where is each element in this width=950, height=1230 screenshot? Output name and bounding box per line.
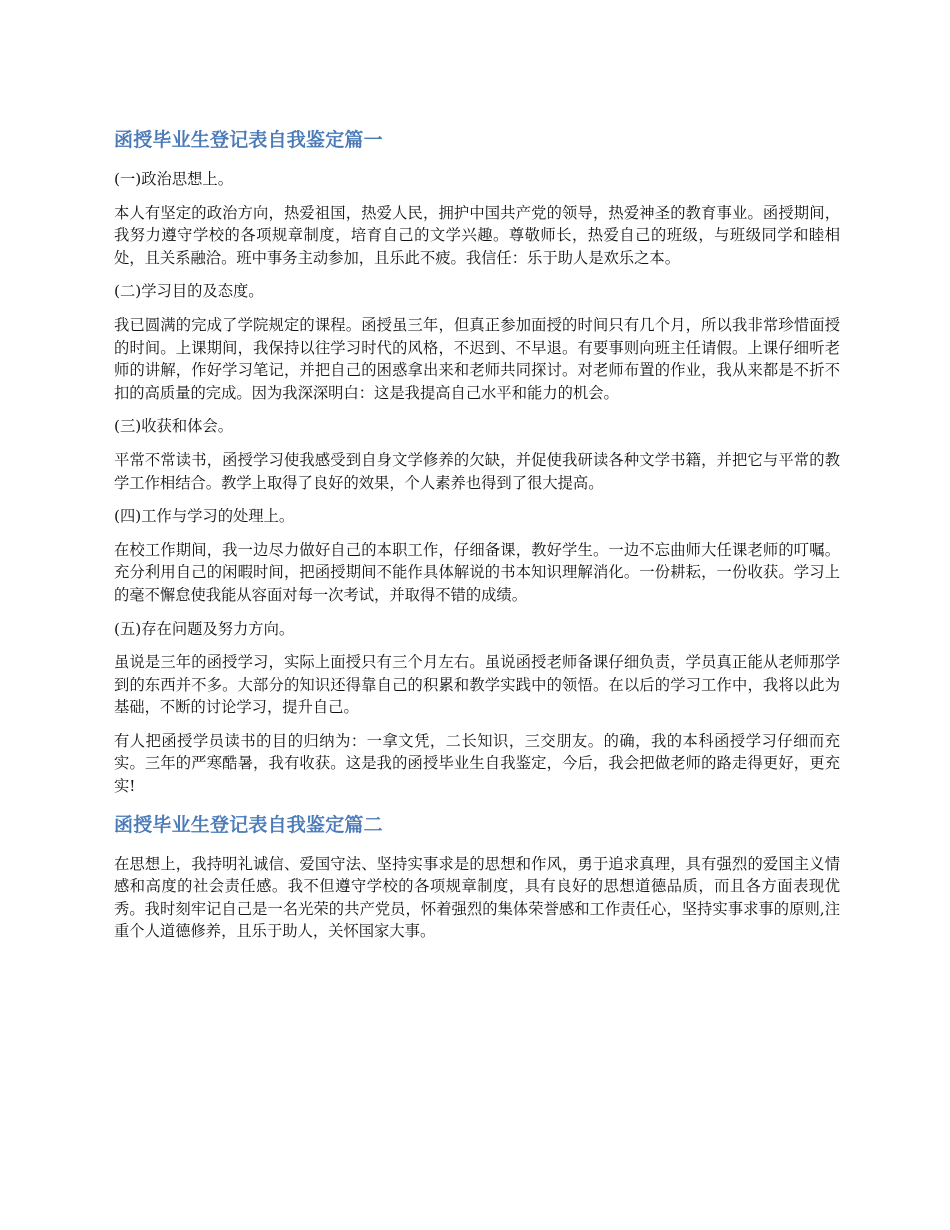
section-1-paragraph-conclusion: 有人把函授学员读书的目的归纳为：一拿文凭，二长知识，三交朋友。的确，我的本科函授学习仔细而充实。三年的严寒酷暑，我有收获。这是我的函授毕业生自我鉴定，今后，我会把做老师的路走得更好，更充实! [114,731,840,796]
section-1-subheading-problems: (五)存在问题及努力方向。 [114,619,295,638]
section-1-paragraph-study-attitude: 我已圆满的完成了学院规定的课程。函授虽三年，但真正参加面授的时间只有几个月，所以我非常珍惜面授的时间。上课期间，我保持以往学习时代的风格，不迟到、不早退。有要事则向班主任请假。上课仔细听老师的讲解，作好学习笔记，并把自己的困惑拿出来和老师共同探讨。对老师布置的作业，我从来都是不折不扣的高质量的完成。因为我深深明白：这是我提高自己水平和能力的机会。 [114,315,840,402]
section-1-paragraph-politics: 本人有坚定的政治方向，热爱祖国，热爱人民，拥护中国共产党的领导，热爱神圣的教育事业。函授期间，我努力遵守学校的各项规章制度，培育自己的文学兴趣。尊敬师长，热爱自己的班级，与班级同学和睦相处，且关系融洽。班中事务主动参加，且乐此不疲。我信任：乐于助人是欢乐之本。 [114,203,840,267]
section-2-paragraph-thought: 在思想上，我持明礼诚信、爱国守法、坚持实事求是的思想和作风，勇于追求真理，具有强烈的爱国主义情感和高度的社会责任感。我不但遵守学校的各项规章制度，具有良好的思想道德品质，而且各方面表现优秀。我时刻牢记自己是一名光荣的共产党员，怀着强烈的集体荣誉感和工作责任心，坚持实事求事的原则,注重个人道德修养，且乐于助人，关怀国家大事。 [114,854,840,941]
section-1-subheading-work-study: (四)工作与学习的处理上。 [114,507,295,526]
section-1-subheading-politics: (一)政治思想上。 [114,170,234,188]
section-1-subheading-study-attitude: (二)学习目的及态度。 [114,282,264,301]
section-1-paragraph-problems: 虽说是三年的函授学习，实际上面授只有三个月左右。虽说函授老师备课仔细负责，学员真正能从老师那学到的东西并不多。大部分的知识还得靠自己的积累和教学实践中的领悟。在以后的学习工作中，我将以此为基础，不断的讨论学习，提升自己。 [114,653,840,717]
section-1-paragraph-gains: 平常不常读书，函授学习使我感受到自身文学修养的欠缺，并促使我研读各种文学书籍，并把它与平常的教学工作相结合。教学上取得了良好的效果，个人素养也得到了很大提高。 [114,450,840,492]
section-1-subheading-gains: (三)收获和体会。 [114,417,234,436]
section-1-heading: 函授毕业生登记表自我鉴定篇一 [114,129,383,151]
section-1-paragraph-work-study: 在校工作期间，我一边尽力做好自己的本职工作，仔细备课，教好学生。一边不忘曲师大任课老师的叮嘱。充分利用自己的闲暇时间，把函授期间不能作具体解说的书本知识理解消化。一份耕耘，一份收获。学习上的毫不懈怠使我能从容面对每一次考试，并取得不错的成绩。 [114,540,840,604]
section-2-heading: 函授毕业生登记表自我鉴定篇二 [114,813,383,836]
document-content [114,126,840,954]
